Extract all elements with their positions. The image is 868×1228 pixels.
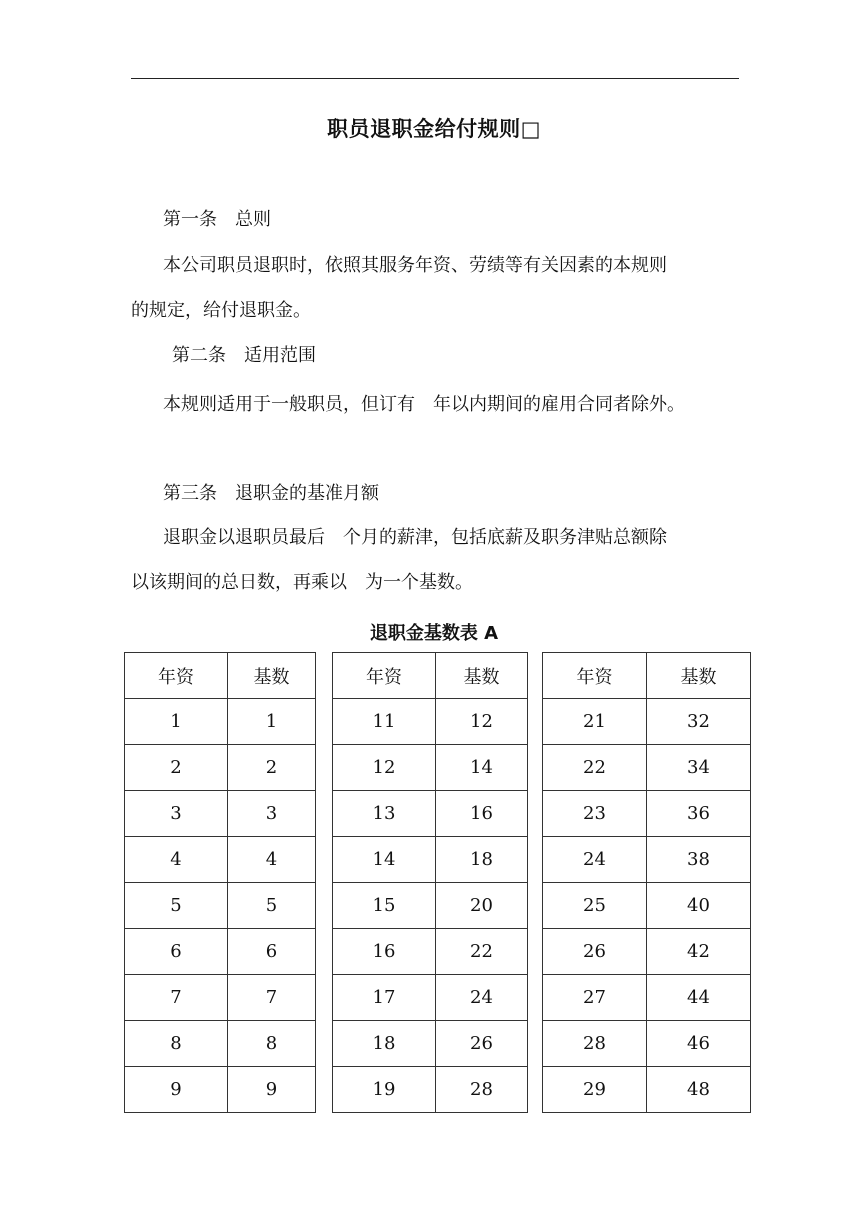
base-table-group-3 [542, 652, 751, 1113]
years-cell: 19 [333, 1067, 436, 1113]
base-cell: 20 [436, 883, 528, 929]
years-cell: 17 [333, 975, 436, 1021]
base-cell: 2 [228, 745, 316, 791]
header-cell-years: 年资 [543, 653, 647, 699]
document-title: 职员退职金给付规则□ [327, 117, 541, 141]
article-1-body-line-2: 的规定，给付退职金。 [131, 300, 311, 321]
table-row [543, 1021, 751, 1067]
table-row [125, 1021, 316, 1067]
base-cell: 48 [647, 1067, 751, 1113]
base-cell: 34 [647, 745, 751, 791]
article-3-heading: 第三条 退职金的基准月额 [163, 483, 379, 504]
table-row [333, 791, 528, 837]
article-2-heading: 第二条 适用范围 [172, 345, 316, 366]
years-cell: 4 [125, 837, 228, 883]
base-cell: 36 [647, 791, 751, 837]
base-cell: 18 [436, 837, 528, 883]
years-cell: 27 [543, 975, 647, 1021]
years-cell: 12 [333, 745, 436, 791]
years-cell: 5 [125, 883, 228, 929]
table-row [333, 929, 528, 975]
table-row [543, 745, 751, 791]
table-row [333, 745, 528, 791]
years-cell: 23 [543, 791, 647, 837]
table-row [333, 1067, 528, 1113]
years-cell: 22 [543, 745, 647, 791]
table-row [333, 975, 528, 1021]
base-cell: 28 [436, 1067, 528, 1113]
article-3-body-line-2: 以该期间的总日数，再乘以 为一个基数。 [131, 572, 473, 593]
table-row [543, 837, 751, 883]
years-cell: 9 [125, 1067, 228, 1113]
table-row [543, 699, 751, 745]
base-cell: 40 [647, 883, 751, 929]
table-row [543, 975, 751, 1021]
years-cell: 13 [333, 791, 436, 837]
table-row [543, 791, 751, 837]
table-row [125, 699, 316, 745]
table-row [125, 745, 316, 791]
table-row [333, 1021, 528, 1067]
base-cell: 7 [228, 975, 316, 1021]
base-cell: 38 [647, 837, 751, 883]
years-cell: 2 [125, 745, 228, 791]
article-2-body: 本规则适用于一般职员，但订有 年以内期间的雇用合同者除外。 [163, 394, 685, 415]
base-table-group-1 [124, 652, 316, 1113]
years-cell: 21 [543, 699, 647, 745]
base-cell: 14 [436, 745, 528, 791]
table-caption: 退职金基数表 A [369, 623, 499, 644]
years-cell: 11 [333, 699, 436, 745]
article-1-heading: 第一条 总则 [163, 209, 271, 230]
table-row [333, 837, 528, 883]
years-cell: 1 [125, 699, 228, 745]
header-cell-base: 基数 [228, 653, 316, 699]
years-cell: 6 [125, 929, 228, 975]
years-cell: 15 [333, 883, 436, 929]
header-cell-base: 基数 [436, 653, 528, 699]
years-cell: 24 [543, 837, 647, 883]
years-cell: 14 [333, 837, 436, 883]
header-cell-years: 年资 [125, 653, 228, 699]
years-cell: 7 [125, 975, 228, 1021]
article-1-body-line-1: 本公司职员退职时，依照其服务年资、劳绩等有关因素的本规则 [163, 255, 667, 276]
base-cell: 5 [228, 883, 316, 929]
years-cell: 26 [543, 929, 647, 975]
table-row [333, 699, 528, 745]
table-row [543, 1067, 751, 1113]
article-3-body-line-1: 退职金以退职员最后 个月的薪津，包括底薪及职务津贴总额除 [163, 527, 667, 548]
table-row [333, 883, 528, 929]
years-cell: 18 [333, 1021, 436, 1067]
years-cell: 25 [543, 883, 647, 929]
base-cell: 22 [436, 929, 528, 975]
years-cell: 8 [125, 1021, 228, 1067]
base-cell: 4 [228, 837, 316, 883]
base-cell: 6 [228, 929, 316, 975]
header-cell-years: 年资 [333, 653, 436, 699]
table-row [543, 929, 751, 975]
table-row [125, 837, 316, 883]
base-cell: 8 [228, 1021, 316, 1067]
base-cell: 24 [436, 975, 528, 1021]
base-cell: 16 [436, 791, 528, 837]
table-row [125, 883, 316, 929]
base-cell: 12 [436, 699, 528, 745]
table-header-row [333, 653, 528, 699]
years-cell: 3 [125, 791, 228, 837]
table-row [125, 791, 316, 837]
table-header-row [543, 653, 751, 699]
base-cell: 42 [647, 929, 751, 975]
table-header-row [125, 653, 316, 699]
base-cell: 32 [647, 699, 751, 745]
header-cell-base: 基数 [647, 653, 751, 699]
base-cell: 1 [228, 699, 316, 745]
table-row [543, 883, 751, 929]
table-row [125, 1067, 316, 1113]
table-row [125, 929, 316, 975]
base-cell: 46 [647, 1021, 751, 1067]
years-cell: 16 [333, 929, 436, 975]
base-cell: 3 [228, 791, 316, 837]
base-cell: 9 [228, 1067, 316, 1113]
base-table-group-2 [332, 652, 528, 1113]
years-cell: 29 [543, 1067, 647, 1113]
base-cell: 44 [647, 975, 751, 1021]
base-cell: 26 [436, 1021, 528, 1067]
header-rule [131, 78, 739, 79]
table-row [125, 975, 316, 1021]
years-cell: 28 [543, 1021, 647, 1067]
